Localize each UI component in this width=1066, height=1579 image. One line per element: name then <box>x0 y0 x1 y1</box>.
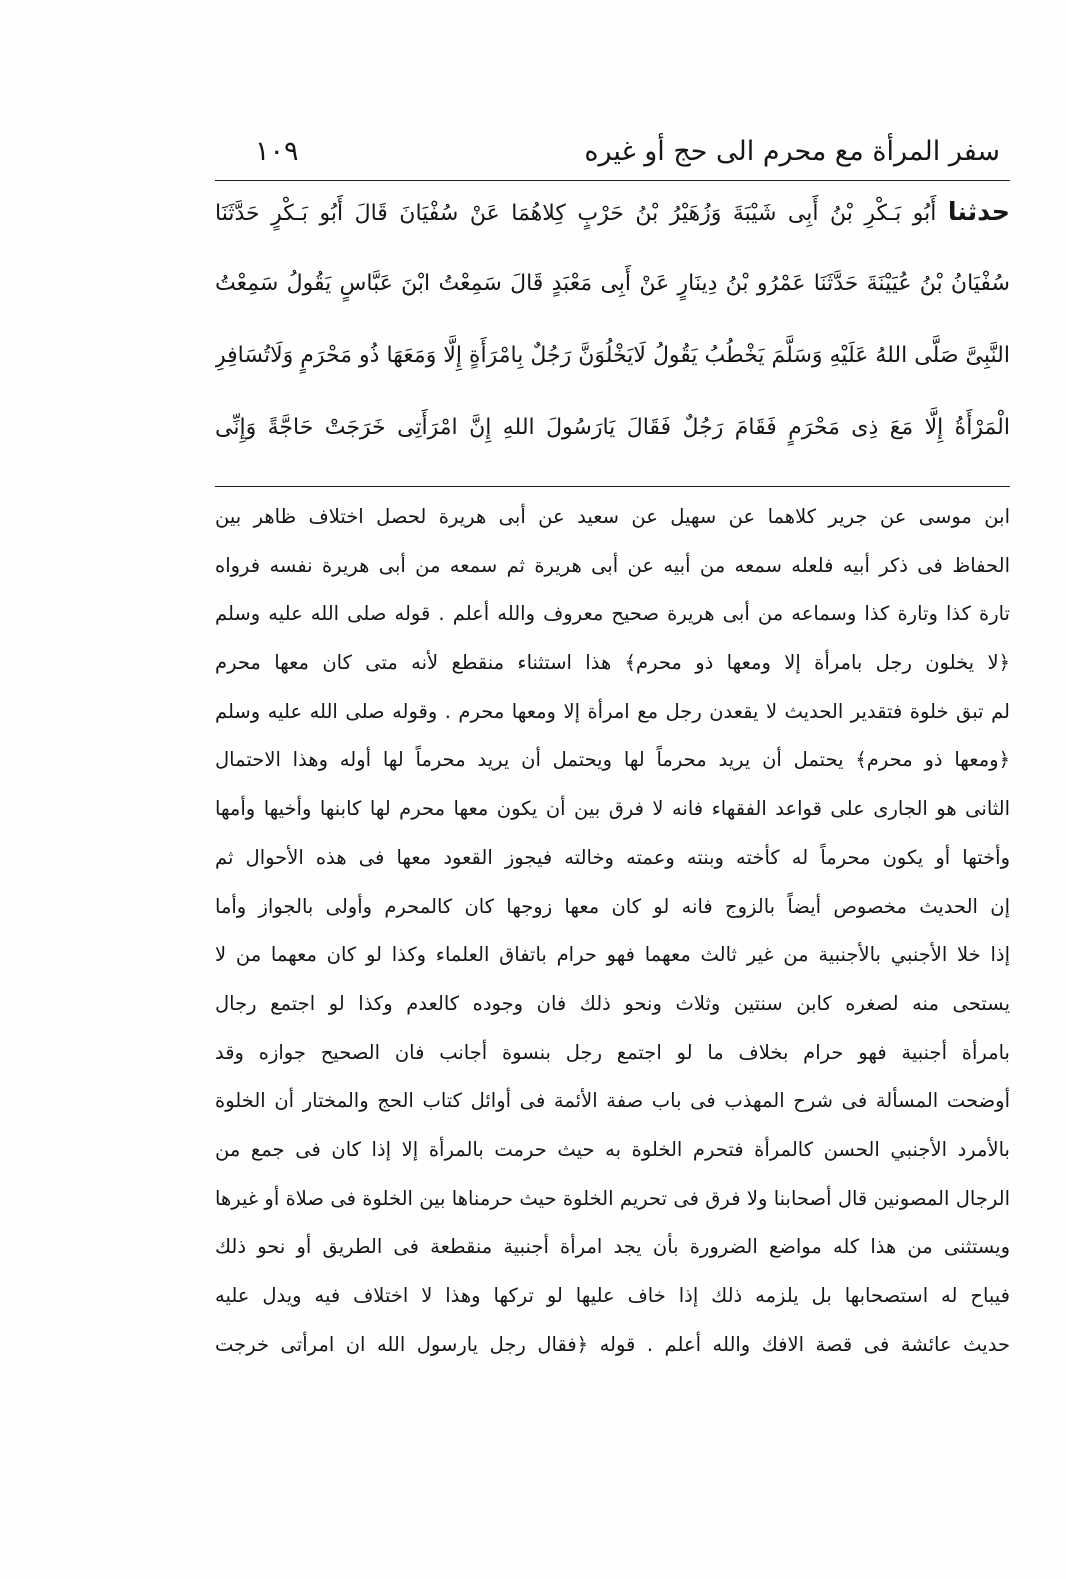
page-header <box>215 128 1010 174</box>
commentary-line: تارة كذا وتارة كذا وسماعه من أبى هريرة صحيح معروف والله أعلم . قوله صلى الله عليه وسلم <box>215 602 1010 626</box>
hadith-lead-word: حدثنا <box>947 197 1010 226</box>
commentary-line: ﴿ومعها ذو محرم﴾ يحتمل أن يريد محرماً لها ويحتمل أن يريد محرماً لها أوله وهذا الاحتمال <box>215 748 1010 772</box>
hadith-text <box>215 176 1010 464</box>
commentary-line: إذا خلا الأجنبي بالأجنبية من غير ثالث معهما فهو حرام باتفاق العلماء وكذا لو كان معهما من لا <box>215 943 1010 967</box>
commentary-line: فيباح له استصحابها بل يلزمه ذلك إذا خاف عليها لو تركها وهذا لا اختلاف فيه ويدل عليه <box>215 1284 1010 1307</box>
commentary-line: إن الحديث مخصوص أيضاً بالزوج فانه لو كان معها زوجها كان كالمحرم وأولى بالجواز وأما <box>215 894 1010 918</box>
commentary-line: ابن موسى عن جرير كلاهما عن سهيل عن سعيد عن أبى هريرة لحصل اختلاف ظاهر بين <box>215 505 1010 528</box>
commentary-text <box>215 493 1010 1369</box>
commentary-line: يستحى منه لصغره كابن سنتين وثلاث ونحو ذلك فان وجوده كالعدم وكذا لو اجتمع رجال <box>215 991 1010 1015</box>
commentary-line: لم تبق خلوة فتقدير الحديث لا يقعدن رجل مع امرأة إلا ومعها محرم . وقوله صلى الله عليه وسلم <box>215 699 1010 723</box>
section-divider <box>215 486 1010 487</box>
hadith-line: النَّبِىَّ صَلَّى اللهُ عَلَيْهِ وَسَلَّمَ يَخْطُبُ يَقُولُ لَايَخْلُوَنَّ رَجُلٌ بِامْرَأَةٍ إِلَّا وَمَعَهَا ذُو مَحْرَمٍ وَلَاتُسَافِرِ <box>215 343 1010 368</box>
hadith-line: سُفْيَانُ بْنُ عُيَيْنَةَ حَدَّثَنَا عَمْرُو بْنُ دِينَارٍ عَنْ أَبِى مَعْبَدٍ قَالَ سَمِعْتُ ابْنَ عَبَّاسٍ يَقُولُ سَمِعْتُ <box>215 271 1010 296</box>
commentary-line: الرجال المصونين قال أصحابنا ولا فرق فى تحريم الخلوة حيث حرمناها بين الخلوة فى صلاة أو غيرها <box>215 1186 1010 1210</box>
commentary-line: الثانى هو الجارى على قواعد الفقهاء فانه لا فرق بين أن يكون معها محرم لها كابنها وأخيها وأمها <box>215 797 1010 821</box>
commentary-line: أوضحت المسألة فى شرح المهذب فى باب صفة الأئمة فى أوائل كتاب الحج والمختار أن الخلوة <box>215 1089 1010 1113</box>
commentary-line: ويستثنى من هذا كله مواضع الضرورة بأن يجد امرأة أجنبية منقطعة فى الطريق أو نحو ذلك <box>215 1235 1010 1259</box>
hadith-line-text: أَبُو بَـكْرِ بْنُ أَبِى شَيْبَةَ وَزُهَيْرُ بْنُ حَرْبٍ كِلاهُمَا عَنْ سُفْيَانَ قَالَ أَبُو بَـكْرٍ حَدَّثَنَا <box>215 201 937 226</box>
page-number: ١٠٩ <box>255 135 299 167</box>
commentary-line: وأختها أو يكون محرماً له كأخته وبنته وعمته وخالته فيجوز القعود معها فى هذه الأحوال ثم <box>215 845 1010 869</box>
commentary-line: ﴿لا يخلون رجل بامرأة إلا ومعها ذو محرم﴾ هذا استثناء منقطع لأنه متى كان معها محرم <box>215 651 1010 675</box>
commentary-line: بالأمرد الأجنبي الحسن كالمرأة فتحرم الخلوة به حيث حرمت بالمرأة إلا إذا كان فى جمع من <box>215 1137 1010 1161</box>
hadith-line <box>215 176 1010 248</box>
hadith-line: الْمَرْأَةُ إِلَّا مَعَ ذِى مَحْرَمٍ فَقَامَ رَجُلٌ فَقَالَ يَارَسُولَ اللهِ إِنَّ امْرَأَتِى خَرَجَتْ حَاجَّةً وَإِنِّى <box>215 415 1010 440</box>
commentary-line: حديث عائشة فى قصة الافك والله أعلم . قوله ﴿فقال رجل يارسول الله ان امرأتى خرجت <box>215 1332 1010 1356</box>
commentary-line: بامرأة أجنبية فهو حرام بخلاف ما لو اجتمع رجل بنسوة أجانب فان الصحيح جوازه وقد <box>215 1040 1010 1064</box>
commentary-line: الحفاظ فى ذكر أبيه فلعله سمعه من أبيه عن أبى هريرة ثم سمعه من أبى هريرة نفسه فرواه <box>215 553 1010 577</box>
running-title: سفر المرأة مع محرم الى حج أو غيره <box>584 135 1000 167</box>
